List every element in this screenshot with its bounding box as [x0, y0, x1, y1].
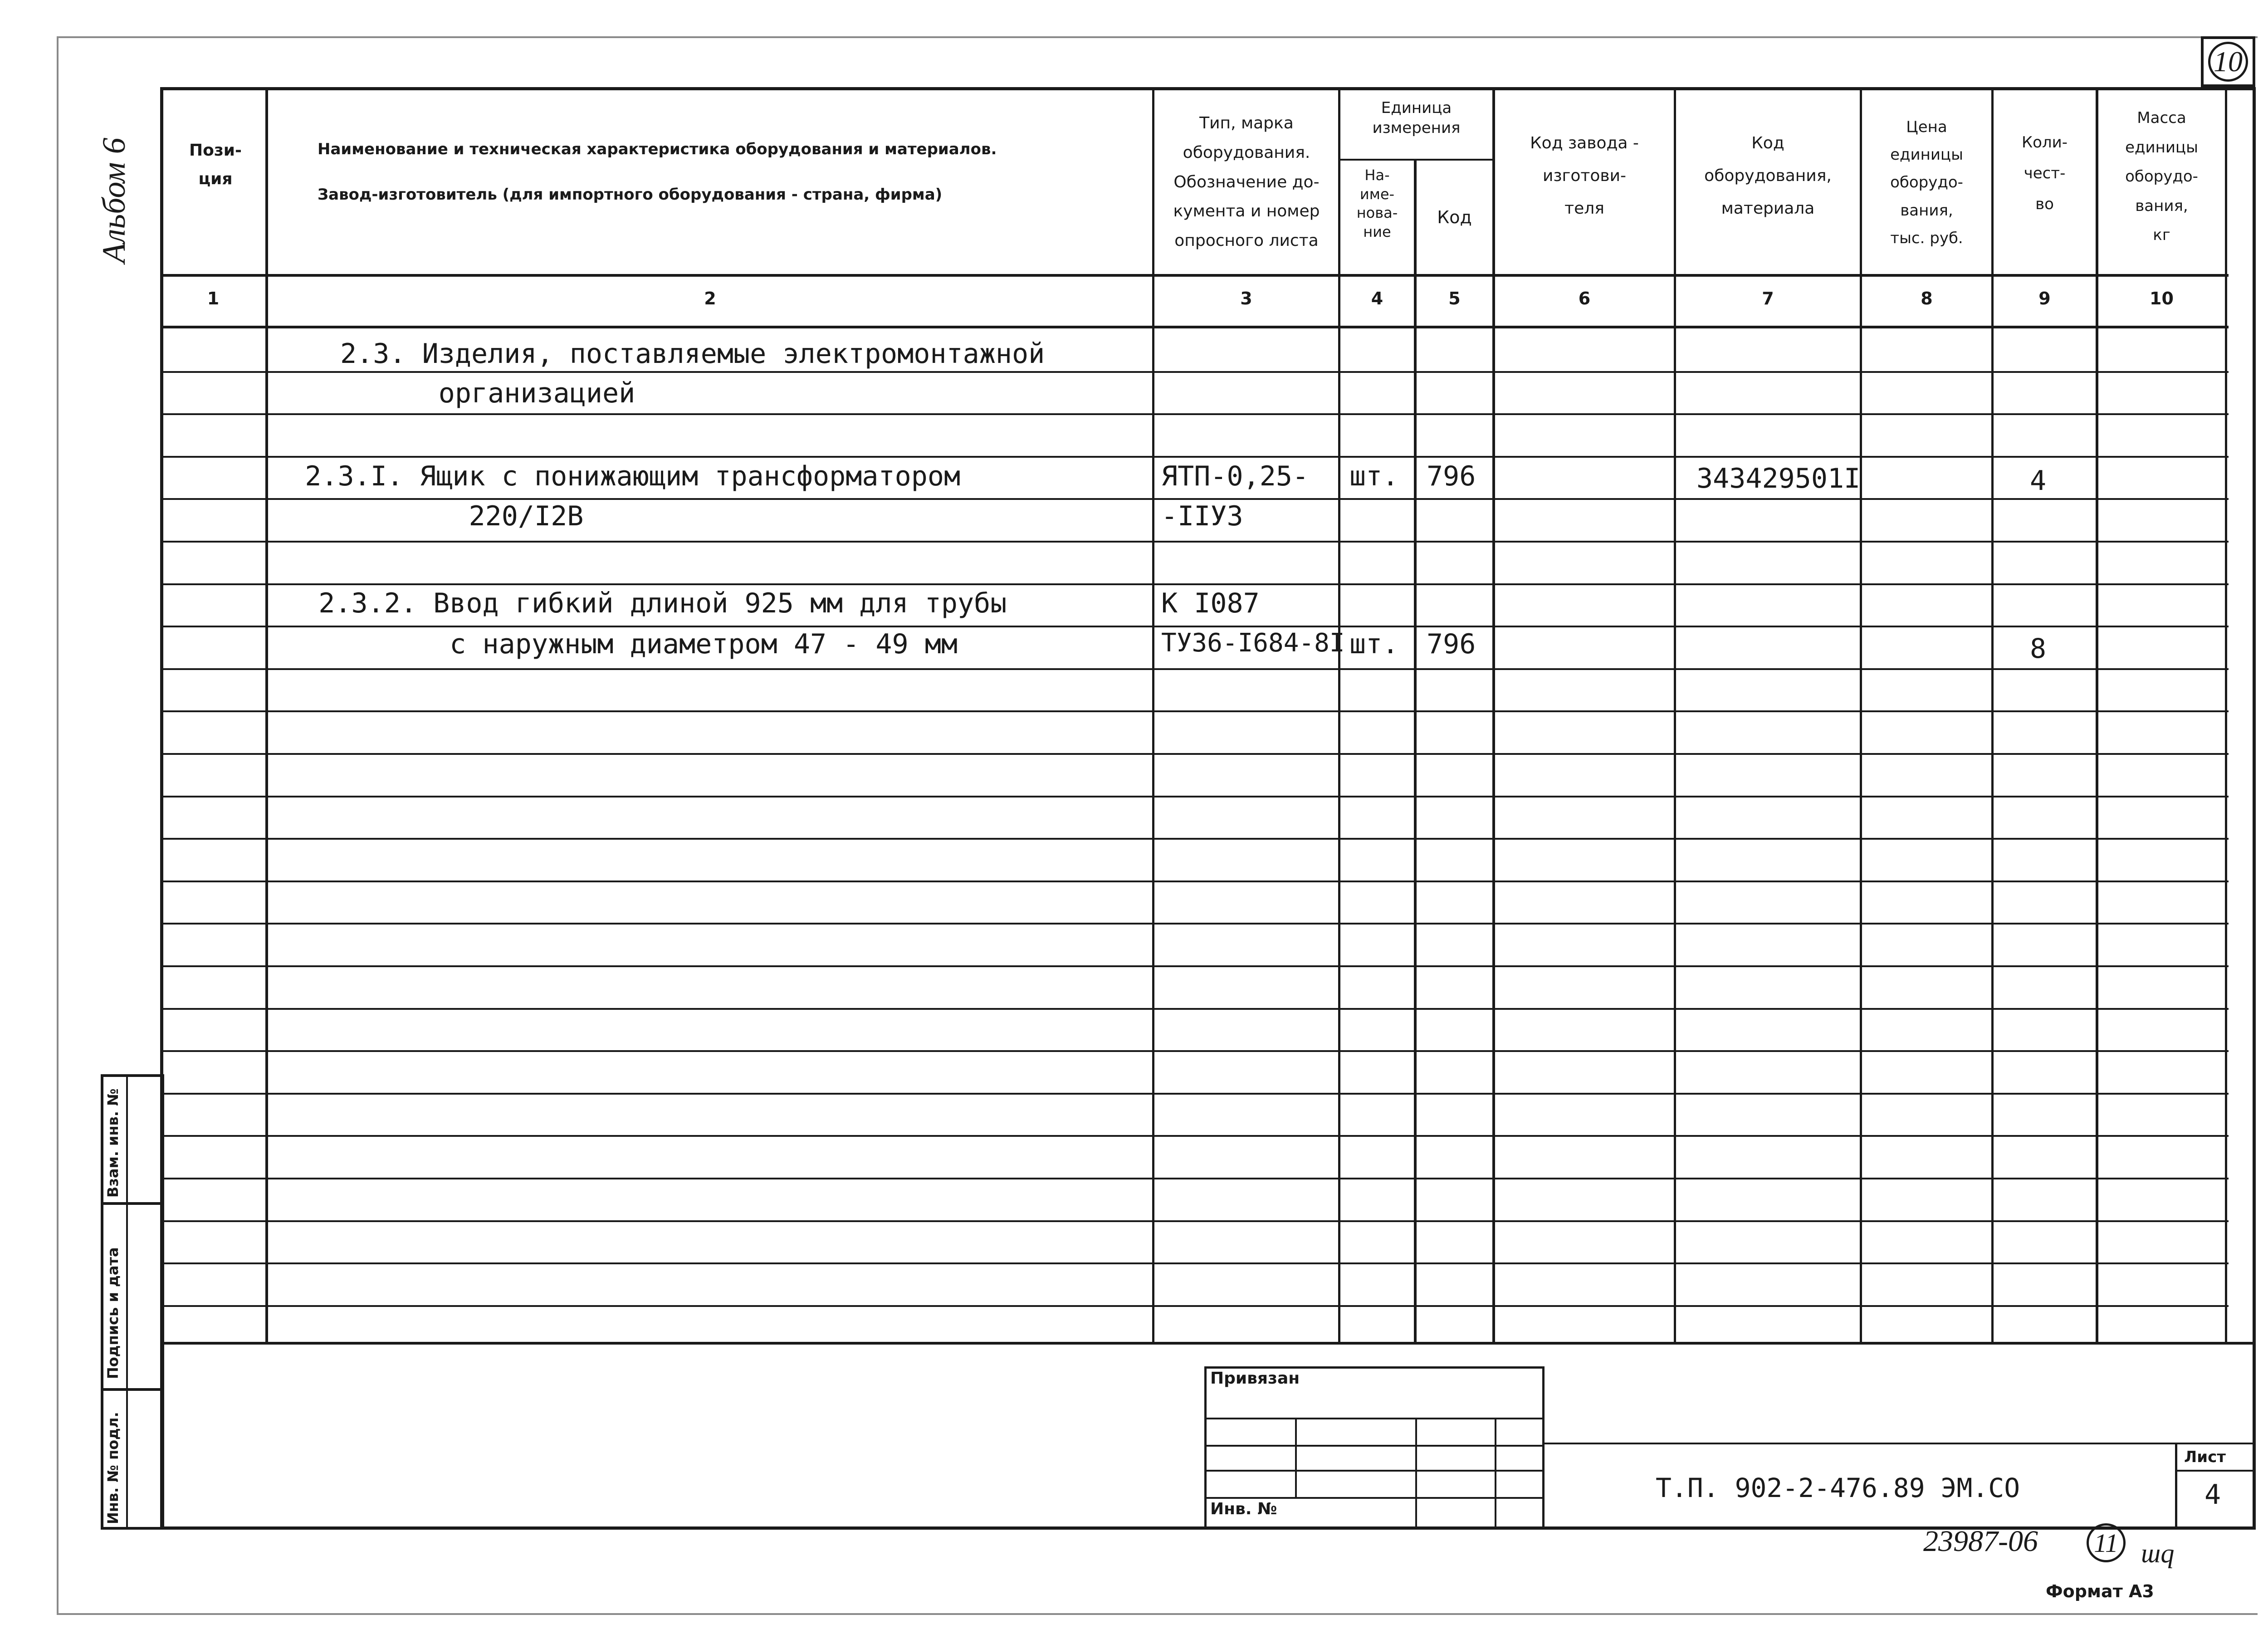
header-unit-code: Код	[1437, 207, 1472, 227]
table-row-line	[160, 965, 2229, 967]
title-block-row-2	[1204, 1445, 1545, 1447]
stamp-vzam: Взам. инв. №	[104, 1088, 122, 1198]
row-type: -IIУЗ	[1161, 500, 1243, 532]
colnum-2: 2	[704, 289, 716, 308]
list-label: Лист	[2184, 1448, 2226, 1466]
colnum-9: 9	[2038, 289, 2051, 308]
header-factory-code: Код завода - изготови- теля	[1530, 134, 1639, 218]
table-row-line	[160, 1008, 2229, 1010]
stamp-divider-2	[101, 1388, 164, 1391]
format-label: Формат А3	[2046, 1581, 2154, 1601]
table-row-line	[160, 796, 2229, 797]
header-mass: Масса единицы оборудо- вания, кг	[2125, 109, 2198, 245]
row-equipment-code: 343429501I	[1696, 463, 1861, 494]
table-row-line	[160, 1262, 2229, 1264]
title-block-row-3	[1204, 1470, 1545, 1472]
title-block-col-1	[1295, 1418, 1297, 1497]
row-name: 220/I2В	[272, 500, 584, 532]
table-row-line	[160, 1093, 2229, 1095]
table-row-line	[160, 1135, 2229, 1137]
row-name: 2.3.2. Ввод гибкий длиной 925 мм для трубы	[286, 587, 1007, 619]
header-quantity: Коли- чест- во	[2021, 133, 2068, 213]
header-type: Тип, марка оборудования. Обозначение до- кумента и номер опросного листа	[1173, 114, 1320, 250]
document-designation: Т.П. 902-2-476.89 ЭМ.СО	[1656, 1473, 2020, 1503]
table-row-line	[160, 1220, 2229, 1222]
row-unit: шт.	[1349, 460, 1399, 492]
col-sep-10	[2225, 87, 2227, 1344]
col-sep-7	[1860, 87, 1862, 1344]
row-name: 2.3.I. Ящик с понижающим трансформатором	[272, 460, 961, 492]
col-sep-2	[1152, 87, 1154, 1344]
colnum-4: 4	[1371, 289, 1383, 308]
colnum-divider	[160, 326, 2229, 328]
row-unit-code: 796	[1427, 628, 1476, 660]
colnum-10: 10	[2150, 289, 2174, 308]
table-row-line	[160, 1178, 2229, 1179]
table-bottom-line	[160, 1342, 2256, 1345]
table-row-line	[160, 626, 2229, 627]
col-sep-9	[2096, 87, 2098, 1344]
header-unit-name: На- име- нова- ние	[1356, 166, 1398, 240]
col-sep-8	[1991, 87, 1994, 1344]
list-box-left	[2175, 1443, 2177, 1530]
title-block-col-2	[1415, 1418, 1417, 1530]
table-row-line	[160, 583, 2229, 585]
list-box-divider	[2175, 1470, 2256, 1472]
col-sep-4	[1414, 159, 1417, 1344]
stamp-podpis: Подпись и дата	[104, 1247, 122, 1379]
stamp-inv-podl: Инв. № подл.	[104, 1412, 122, 1524]
row-unit-code: 796	[1427, 460, 1476, 492]
table-row-line	[160, 498, 2229, 500]
colnum-5: 5	[1448, 289, 1461, 308]
header-name-line1: Наименование и техническая характеристика оборудования и материалов.	[318, 140, 997, 158]
table-row-line	[160, 668, 2229, 670]
table-row-line	[160, 541, 2229, 543]
header-equipment-code: Код оборудования, материала	[1704, 134, 1832, 218]
handwritten-circle: 11	[2087, 1523, 2126, 1562]
row-unit: шт.	[1349, 628, 1399, 660]
header-price: Цена единицы оборудо- вания, тыс. руб.	[1890, 118, 1963, 247]
handwritten-doc-number: 23987-06	[1923, 1525, 2038, 1558]
table-row-line	[160, 923, 2229, 925]
row-quantity: 4	[2030, 465, 2047, 497]
table-row-line	[160, 1305, 2229, 1307]
table-row-line	[160, 753, 2229, 755]
sheet-number-circle: 10	[2208, 42, 2248, 82]
row-name: с наружным диаметром 47 - 49 мм	[286, 628, 958, 660]
table-row-line	[160, 413, 2229, 415]
col-sep-1	[265, 87, 268, 1344]
title-block-row-4	[1204, 1497, 1545, 1499]
colnum-6: 6	[1578, 289, 1591, 308]
outer-frame-left	[57, 36, 59, 1615]
colnum-1: 1	[207, 289, 220, 308]
title-block-right	[1542, 1366, 1545, 1530]
table-row-line	[160, 1050, 2229, 1052]
stamp-inner-line	[126, 1074, 128, 1530]
col-sep-6	[1674, 87, 1676, 1344]
colnum-8: 8	[1921, 289, 1933, 308]
title-block-left	[1204, 1366, 1207, 1530]
table-row-line	[160, 838, 2229, 840]
header-unit-group: Единица измерения	[1372, 99, 1461, 137]
table-row-line	[160, 710, 2229, 712]
row-name: организацией	[340, 377, 635, 409]
header-divider	[160, 274, 2229, 277]
title-block-col-3	[1495, 1418, 1496, 1530]
table-row-line	[160, 371, 2229, 373]
album-title: Альбом 6	[96, 137, 132, 263]
list-value: 4	[2204, 1479, 2221, 1511]
stamp-divider-1	[101, 1202, 164, 1205]
col-sep-3	[1338, 87, 1340, 1344]
colnum-3: 3	[1240, 289, 1252, 308]
title-block-row-1	[1204, 1418, 1545, 1419]
header-name-line2: Завод-изготовитель (для импортного оборудования - страна, фирма)	[318, 186, 943, 204]
row-quantity: 8	[2030, 633, 2047, 665]
table-row-line	[160, 456, 2229, 458]
row-type: ЯТП-0,25-	[1161, 460, 1309, 492]
designation-line	[1545, 1443, 2256, 1444]
row-type: К I087	[1161, 587, 1260, 619]
row-type: ТУ36-I684-8I	[1161, 628, 1345, 658]
handwritten-mark: ɯq	[2141, 1538, 2175, 1568]
title-inv-no: Инв. №	[1210, 1500, 1277, 1518]
title-privyazan: Привязан	[1210, 1369, 1300, 1388]
col-sep-5	[1492, 87, 1495, 1344]
outer-frame-top	[57, 36, 2258, 38]
table-row-line	[160, 881, 2229, 882]
row-name: 2.3. Изделия, поставляемые электромонтажной	[340, 338, 1045, 370]
outer-frame-bottom	[57, 1613, 2258, 1615]
colnum-7: 7	[1762, 289, 1774, 308]
header-position: Пози- ция	[189, 141, 242, 188]
title-block-top	[1204, 1366, 1545, 1369]
